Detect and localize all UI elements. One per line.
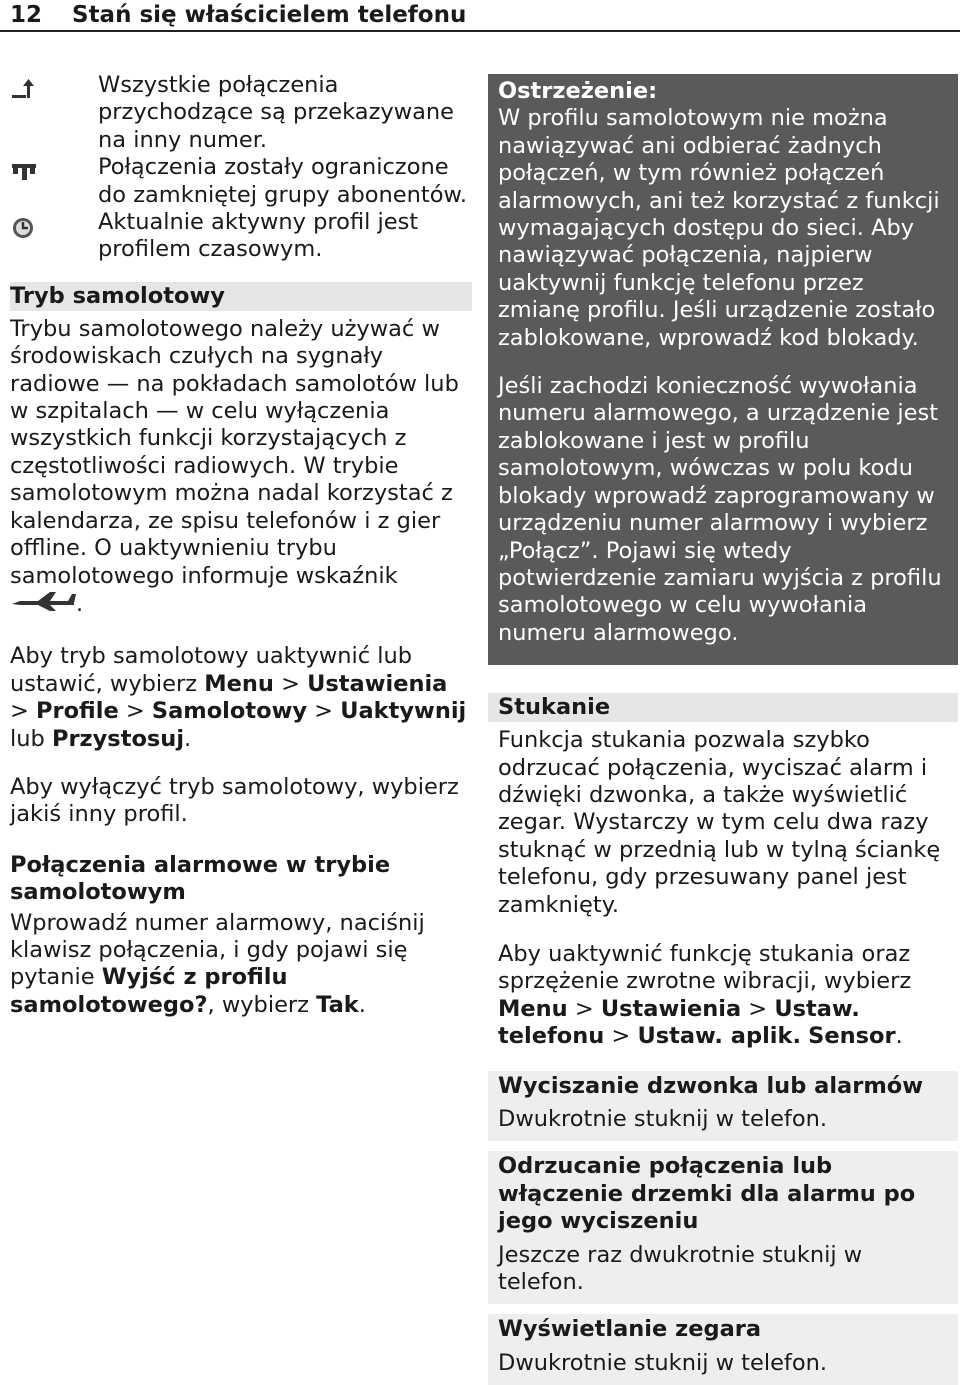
tap-action-text: Jeszcze raz dwukrotnie stuknij w telefon. [498,1241,863,1296]
emergency-text: Wprowadź numer alarmowy, naciśnij klawisz połączenia, i gdy pojawi się pytanie Wyjść z profilu samolotowego?, wybierz Tak. [10,909,425,1018]
airplane-icon [10,590,76,619]
page-header [0,0,960,32]
indicator-text: Połączenia zostały ograniczone do zamkniętej grupy abonentów. [98,154,467,208]
warning-title: Ostrzeżenie: [498,78,658,104]
tap-action-box [488,1151,958,1304]
indicator-row [10,72,472,154]
tapping-intro: Funkcja stukania pozwala szybko odrzucać połączenia, wyciszać alarm i dźwięki dzwonka, a także wyświetlić zegar. Wystarczy w tym celu dwa razy stuknąć w przednią lub w tylną ściankę telefonu, gdy przesuwany panel jest zamknięty. [498,727,941,918]
page-number: 12 [10,2,43,28]
section-heading: Tryb samolotowy [10,282,472,311]
indicator-row [10,209,472,264]
indicator-text: Wszystkie połączenia przychodzące są przekazywane na inny numer. [98,72,454,153]
chapter-title: Stań się właścicielem telefonu [72,2,467,28]
flight-mode-intro: Trybu samolotowego należy używać w środowiskach czułych na sygnały radiowe — na pokładach samolotów lub w szpitalach — w celu wyłączenia wszystkich funkcji korzystających z częstotliwości radiowych. W trybie samolotowym można nadal korzystać z kalendarza, ze spisu telefonów i z gier offline. O uaktywnieniu trybu samolotowego informuje wskaźnik . [10,316,472,619]
flight-mode-activate: Aby tryb samolotowy uaktywnić lub ustawić, wybierz Menu > Ustawienia > Profile > Samolotowy > Uaktywnij lub Przystosuj. [10,643,467,752]
tap-action-title: Wyciszanie dzwonka lub alarmów [498,1072,924,1099]
indicator-row [10,154,472,209]
tap-action-title: Odrzucanie połączenia lub włączenie drzemki dla alarmu po jego wyciszeniu [498,1153,916,1235]
tap-action-text: Dwukrotnie stuknij w telefon. [498,1106,828,1132]
timed-profile-clock-icon [10,215,36,245]
warning-body: W profilu samolotowym nie można nawiązywać ani odbierać żadnych połączeń, w tym również połączeń alarmowych, ani też korzystać z funkcji wymagających dostępu do sieci. Aby nawiązywać połączenia, najpierw uaktywnij funkcję telefonu przez zmianę profilu. Jeśli urządzenie zostało zablokowane, wprowadź kod blokady. [498,105,940,351]
tapping-enable: Aby uaktywnić funkcję stukania oraz sprzężenie zwrotne wibracji, wybierz Menu > Ustawienia > Ustaw. telefonu > Ustaw. aplik. Sensor. [498,940,912,1050]
tap-action-text: Dwukrotnie stuknij w telefon. [498,1349,828,1376]
tap-action-title: Wyświetlanie zegara [498,1316,762,1343]
right-column [488,74,958,1385]
tap-action-box [488,1071,958,1142]
call-divert-icon [10,78,36,106]
warning-box [488,74,958,665]
indicator-text: Aktualnie aktywny profil jest profilem czasowym. [98,209,419,263]
left-column [10,72,472,1019]
tap-action-box [488,1314,958,1385]
closed-user-group-icon [10,160,38,186]
warning-body-2: Jeśli zachodzi konieczność wywołania numeru alarmowego, a urządzenie jest zablokowane i jest w profilu samolotowym, wówczas w polu kodu blokady wprowadź zaprogramowany w urządzeniu numer alarmowy i wybierz „Połącz”. Pojawi się wtedy potwierdzenie zamiaru wyjścia z profilu samolotowego w celu wywołania numeru alarmowego. [498,373,942,646]
flight-mode-deactivate: Aby wyłączyć tryb samolotowy, wybierz jakiś inny profil. [10,773,459,828]
emergency-heading: Połączenia alarmowe w trybie samolotowym [10,851,391,906]
section-heading: Stukanie [488,693,958,722]
